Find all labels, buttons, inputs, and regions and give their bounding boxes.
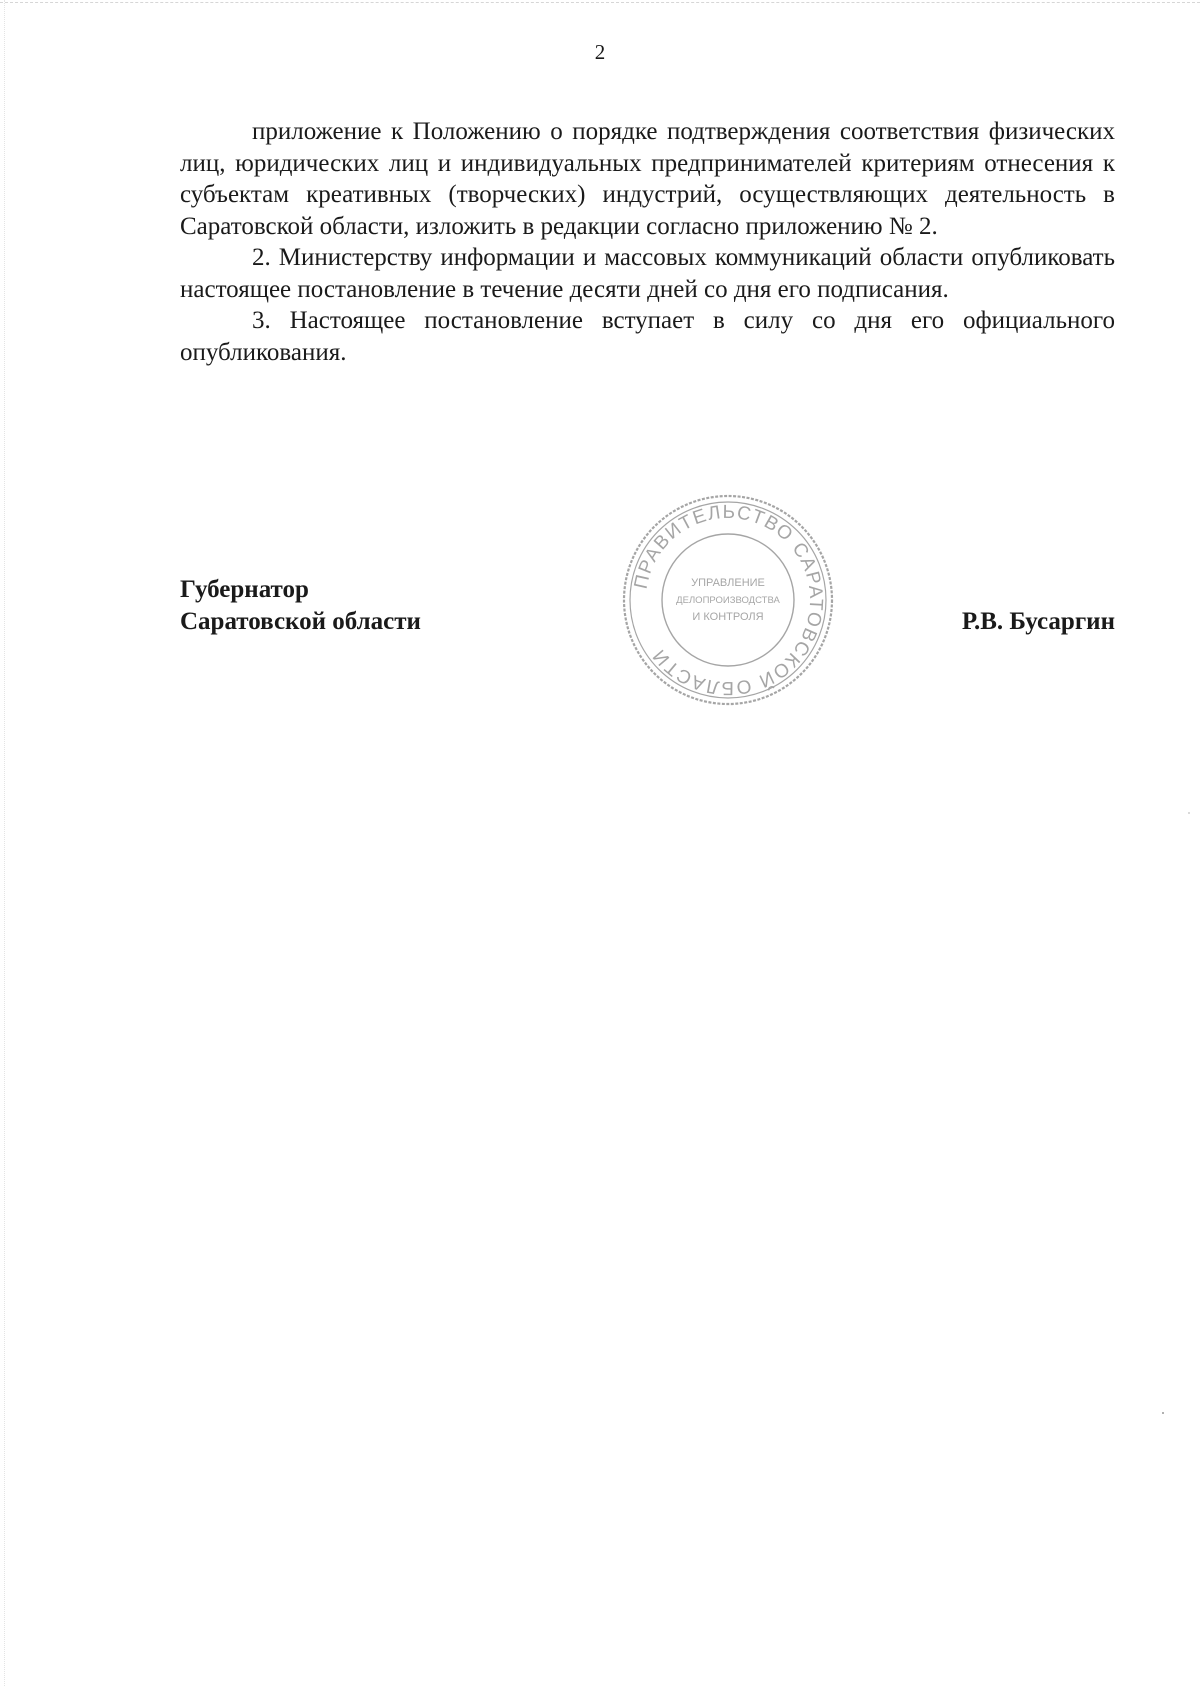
seal-center-line3: И КОНТРОЛЯ (692, 611, 764, 623)
paragraph-3: 3. Настоящее постановление вступает в силу со дня его официального опубликования. (180, 307, 1115, 366)
page-number: 2 (594, 40, 606, 64)
signatory-title-line1: Губернатор (180, 576, 309, 603)
seal-outer-textpath: ПРАВИТЕЛЬСТВО САРАТОВСКОЙ ОБЛАСТИ (630, 501, 827, 699)
signatory-name: Р.В. Бусаргин (961, 608, 1115, 635)
paragraph-1: приложение к Положению о порядке подтверждения соответствия физических лиц, юридических лиц и индивидуальных предпринимателей критериям отнесения к субъектам креативных (творческих) индустрий, осуществляющих деятельность в Саратовской области, изложить в редакции согласно приложению № 2. (180, 118, 1115, 240)
scan-edge-left (4, 0, 5, 1686)
seal-graphic (618, 490, 838, 710)
body-text (180, 116, 1115, 368)
scan-speck (1188, 812, 1190, 814)
scan-edge-top (0, 2, 1200, 3)
official-seal (618, 490, 838, 710)
signatory-title-line2: Саратовской области (180, 608, 421, 635)
signatory-title (180, 574, 421, 638)
seal-center-line1: УПРАВЛЕНИЕ (691, 577, 765, 589)
seal-center-line2: ДЕЛОПРОИЗВОДСТВА (676, 595, 780, 606)
scan-speck (1162, 1412, 1164, 1414)
paragraph-2: 2. Министерству информации и массовых коммуникаций области опубликовать настоящее постановление в течение десяти дней со дня его подписания. (180, 244, 1115, 303)
